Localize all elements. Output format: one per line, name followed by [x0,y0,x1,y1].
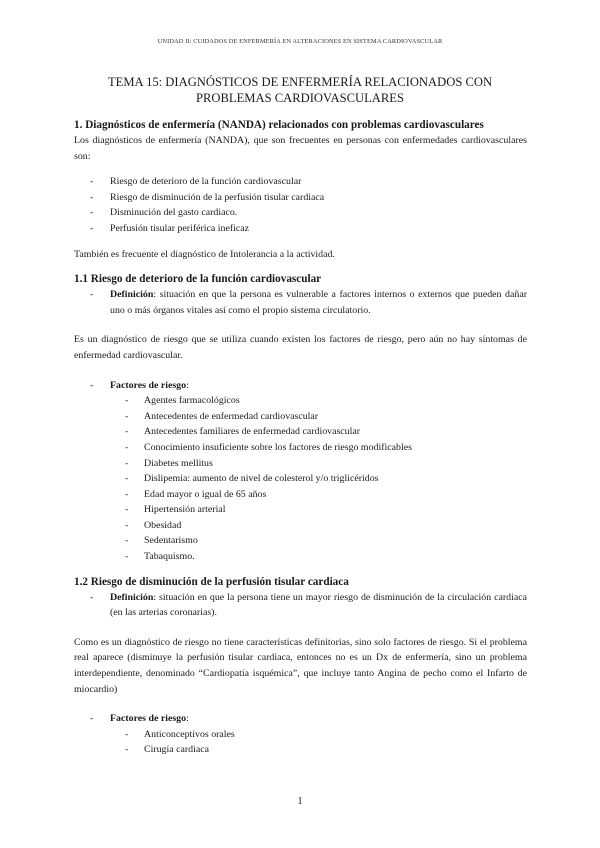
list-item: - Sedentarismo [74,533,527,549]
definition-label: Definición [110,591,154,603]
list-item: - Edad mayor o igual de 65 años [74,487,527,503]
definition-list [74,590,527,621]
risk-factors-list [74,393,527,565]
definition-text: : situación en que la persona es vulnerable a factores internos o externos que pueden dañar uno o más órganos vitales así como el propio sistema circulatorio. [110,289,527,316]
risk-factors-block [74,711,527,727]
running-header: UNIDAD II: CUIDADOS DE ENFERMERÍA EN ALTERACIONES EN SISTEMA CARDIOVASCULAR [157,38,443,45]
list-item: - Conocimiento insuficiente sobre los factores de riesgo modificables [74,440,527,456]
section-1-1-paragraph: Es un diagnóstico de riesgo que se utiliza cuando existen los factores de riesgo, pero aún no hay síntomas de enfermedad cardiovascular. [74,334,527,361]
list-item: - Agentes farmacológicos [74,393,527,409]
risk-factors-block [74,378,527,394]
list-item: - Antecedentes de enfermedad cardiovascular [74,409,527,425]
page-number: 1 [297,796,303,807]
risk-factors-label: Factores de riesgo [110,379,187,391]
definition-text: : situación en que la persona tiene un mayor riesgo de disminución de la circulación cardiaca (en las arterias coronarias). [110,591,527,619]
list-item: - Obesidad [74,518,527,534]
section-1-2-heading: 1.2 Riesgo de disminución de la perfusión tisular cardiaca [74,575,349,588]
document-body [74,118,527,758]
risk-factors-colon: : [186,379,189,391]
list-item: - Perfusión tisular periférica ineficaz [74,221,527,237]
risk-factors-colon: : [186,713,189,725]
risk-factors-label: Factores de riesgo [110,713,187,725]
section-1-1-heading: 1.1 Riesgo de deterioro de la función cardiovascular [74,273,322,286]
definition-list [74,287,527,318]
list-item: - Tabaquismo. [74,549,527,565]
list-item: - Riesgo de disminución de la perfusión tisular cardiaca [74,190,527,206]
list-item: - Disminución del gasto cardiaco. [74,205,527,221]
definition-item [74,590,527,621]
list-item: - Anticonceptivos orales [74,727,527,743]
section-1-heading: 1. Diagnósticos de enfermería (NANDA) relacionados con problemas cardiovasculares [74,119,484,131]
definition-label: Definición [110,289,154,301]
list-item: - Hipertensión arterial [74,502,527,518]
diagnosis-list [74,174,527,236]
risk-factors-heading [74,711,527,727]
list-item: - Diabetes mellitus [74,456,527,472]
section-1-intro: Los diagnósticos de enfermería (NANDA), que son frecuentes en personas con enfermedades cardiovasculares son: [74,135,527,162]
risk-factors-heading [74,378,527,394]
section-1-note: También es frecuente el diagnóstico de Intolerancia a la actividad. [74,248,335,260]
list-item: - Riesgo de deterioro de la función cardiovascular [74,174,527,190]
section-1-2-paragraph: Como es un diagnóstico de riesgo no tiene características definitorias, sino solo factores de riesgo. Si el problema real aparece (disminuye la perfusión tisular cardiaca, entonces no es un Dx de enfermería, sino un problema interdependiente, denominado “Cardiopatía isquémica”, que incluye tanto Angina de pecho como el Infarto de miocardio) [74,636,527,695]
list-item: - Cirugía cardiaca [74,742,527,758]
list-item: - Antecedentes familiares de enfermedad cardiovascular [74,424,527,440]
list-item: - Dislipemia: aumento de nivel de colesterol y/o triglicéridos [74,471,527,487]
risk-factors-list [74,727,527,758]
definition-item [74,287,527,318]
page-title: TEMA 15: DIAGNÓSTICOS DE ENFERMERÍA RELACIONADOS CON PROBLEMAS CARDIOVASCULARES [107,75,493,105]
